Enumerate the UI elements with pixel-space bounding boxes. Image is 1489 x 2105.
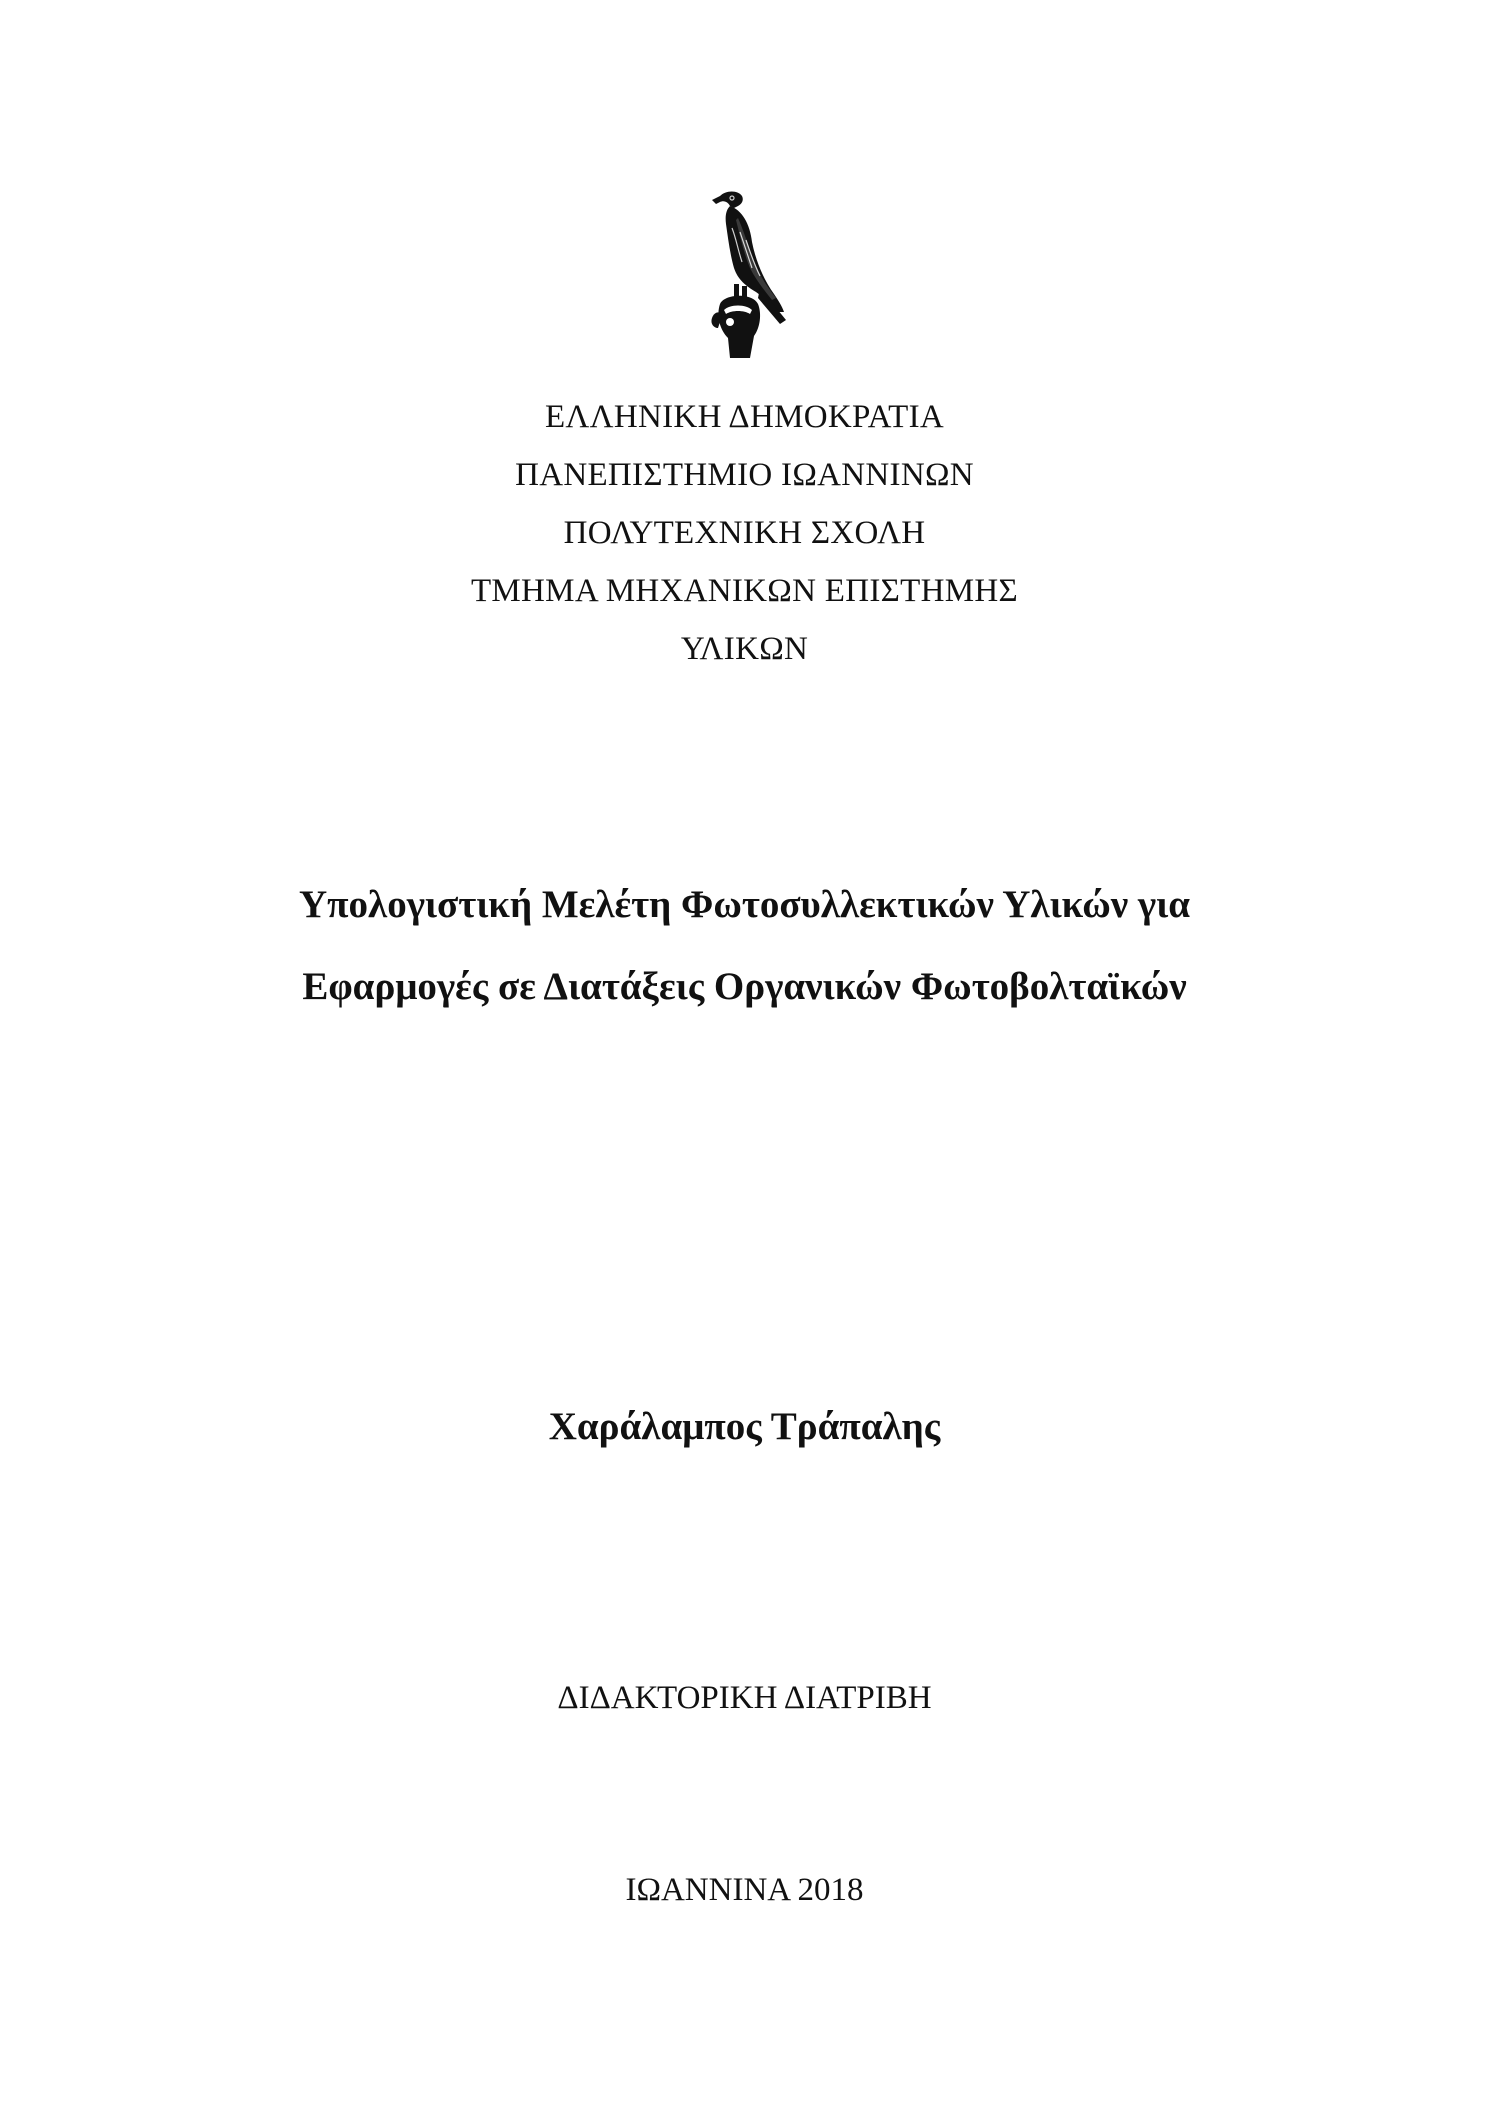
author-name: Χαράλαμπος Τράπαλης <box>548 1405 941 1448</box>
thesis-title <box>0 864 1489 1028</box>
thesis-title-line-1: Υπολογιστική Μελέτη Φωτοσυλλεκτικών Υλικών για <box>299 883 1190 926</box>
falcon-emblem-icon <box>690 188 790 360</box>
country-line: ΕΛΛΗΝΙΚΗ ΔΗΜΟΚΡΑΤΙΑ <box>544 399 945 435</box>
department-line: ΤΜΗΜΑ ΜΗΧΑΝΙΚΩΝ ΕΠΙΣΤΗΜΗΣ <box>470 573 1019 609</box>
document-type: ΔΙΔΑΚΤΟΡΙΚΗ ΔΙΑΤΡΙΒΗ <box>557 1680 932 1716</box>
place-and-year: ΙΩΑΝΝΙΝΑ 2018 <box>625 1872 864 1908</box>
school-line: ΠΟΛΥΤΕΧΝΙΚΗ ΣΧΟΛΗ <box>563 515 926 551</box>
department-line-continued: ΥΛΙΚΩΝ <box>680 631 809 667</box>
university-line: ΠΑΝΕΠΙΣΤΗΜΙΟ ΙΩΑΝΝΙΝΩΝ <box>515 457 974 493</box>
thesis-title-line-2: Εφαρμογές σε Διατάξεις Οργανικών Φωτοβολταϊκών <box>302 965 1187 1008</box>
institution-header <box>0 388 1489 678</box>
